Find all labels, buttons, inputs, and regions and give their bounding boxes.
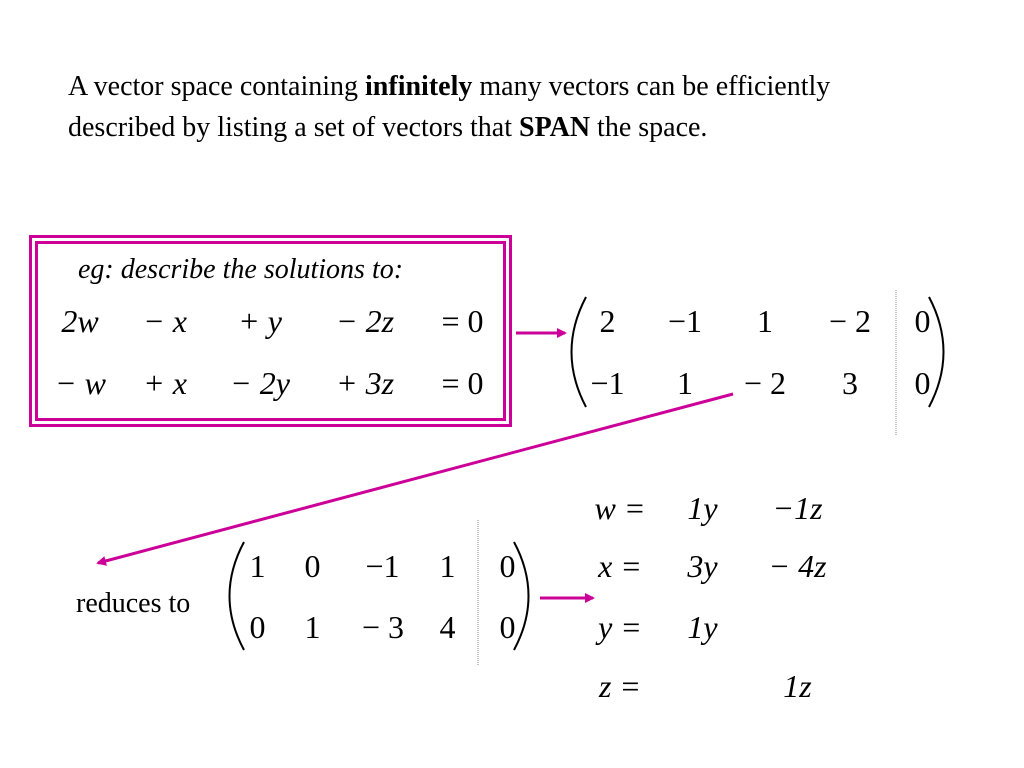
red-r1-c4: 1 [439,548,456,584]
aug-left-paren [572,297,587,407]
red-r1-c1: 1 [249,548,266,584]
arrow-matrix-to-reduced [98,394,733,563]
aug-right-paren [929,297,944,407]
red-r2-c3: − 3 [361,609,405,645]
example-label: eg: describe the solutions to: [78,254,404,285]
eq2-term-3: − 2y [230,365,290,401]
intro-bold-infinitely: infinitely [365,71,473,102]
intro-text-2: many vectors can be efficiently described by listing a set of vectors that [68,71,831,143]
intro-text-1: A vector space containing [68,71,366,102]
eq1-term-1: 2w [61,303,99,339]
red-r1-c3: −1 [365,548,400,584]
aug-r1-c2: −1 [667,303,703,339]
aug-r2-c1: −1 [590,365,625,401]
aug-r2-c4: 3 [842,365,858,401]
sol-w-z: −1z [772,490,823,526]
aug-r1-c4: − 2 [828,303,872,339]
eq1-term-2: − x [143,303,187,339]
reduces-to-label: reduces to [76,588,191,619]
eq1-term-3: + y [238,303,282,339]
aug-r2-c2: 1 [677,365,693,401]
sol-w-lhs: w = [594,490,646,526]
eq2-term-2: + x [143,365,187,401]
red-right-paren [514,542,529,650]
intro-text-3: the space. [590,112,708,143]
eq2-rhs: = 0 [441,365,484,401]
sol-w-y: 1y [687,490,718,526]
sol-x-lhs: x = [598,548,642,584]
sol-y-y: 1y [687,609,718,645]
sol-x-y: 3y [687,548,718,584]
aug-r1-c3: 1 [757,303,773,339]
aug-r2-c5: 0 [914,365,931,401]
red-r1-c5: 0 [499,548,516,584]
sol-z-z: 1z [783,668,812,704]
eq1-term-4: − 2z [335,303,395,339]
eq2-term-1: − w [55,365,106,401]
aug-r1-c1: 2 [599,303,616,339]
sol-x-z: − 4z [768,548,827,584]
sol-y-lhs: y = [598,609,642,645]
red-r2-c1: 0 [249,609,266,645]
eq1-rhs: = 0 [441,303,484,339]
eq2-term-4: + 3z [335,365,395,401]
red-r2-c2: 1 [304,609,321,645]
intro-bold-span: SPAN [519,112,591,143]
red-r2-c4: 4 [439,609,456,645]
aug-r2-c3: − 2 [743,365,787,401]
sol-z-lhs: z = [598,668,642,704]
red-left-paren [230,542,245,650]
red-r1-c2: 0 [304,548,321,584]
aug-r1-c5: 0 [914,303,931,339]
red-r2-c5: 0 [499,609,516,645]
